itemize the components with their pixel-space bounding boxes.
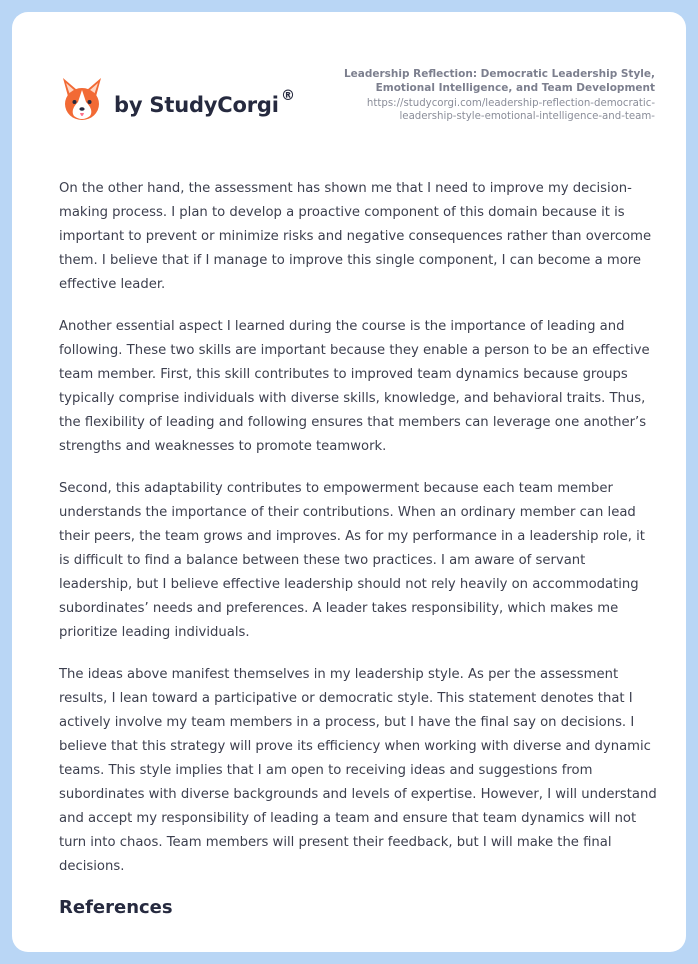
- paragraph: Second, this adaptability contributes to empowerment because each team member understands the importance of their contributions. When an ordinary member can lead their peers, the team grows and improves. As for my performance in a leadership role, it is difficult to find a balance between these two practices. I am aware of servant leadership, but I believe effective leadership should not rely heavily on accommodating subordinates’ needs and preferences. A leader takes responsibility, which makes me prioritize leading individuals.: [59, 481, 645, 640]
- brand-name: by StudyCorgi: [114, 93, 279, 117]
- document-url[interactable]: https://studycorgi.com/leadership-reflection-democratic-leadership-style-emotional-intelligence-and-team-: [366, 98, 655, 122]
- document-page: [12, 12, 686, 952]
- paragraph: The ideas above manifest themselves in my leadership style. As per the assessment results, I lean toward a participative or democratic style. This statement denotes that I actively involve my team members in a process, but I have the final say on decisions. I believe that this strategy will prove its efficiency when working with diverse and dynamic teams. This style implies that I am open to receiving ideas and suggestions from subordinates with diverse backgrounds and levels of expertise. However, I will understand and accept my responsibility of leading a team and ensure that team dynamics will not turn into chaos. Team members will present their feedback, but I will make the final decisions.: [59, 667, 657, 874]
- studycorgi-logo[interactable]: [60, 76, 330, 140]
- references-heading: References: [59, 897, 173, 918]
- document-meta: [325, 67, 655, 123]
- paragraph: Another essential aspect I learned during the course is the importance of leading and following. These two skills are important because they enable a person to be an effective team member. First, this skill contributes to improved team dynamics because groups typically comprise individuals with diverse skills, knowledge, and behavioral traits. Thus, the flexibility of leading and following ensures that members can leverage one another’s strengths and weaknesses to promote teamwork.: [59, 319, 650, 454]
- document-body: [59, 177, 659, 918]
- registered-mark: ®: [281, 88, 295, 104]
- corgi-logo-icon: [60, 76, 104, 124]
- paragraph: On the other hand, the assessment has shown me that I need to improve my decision-making process. I plan to develop a proactive component of this domain because it is important to prevent or minimize risks and negative consequences rather than overcome them. I believe that if I manage to improve this single component, I can become a more effective leader.: [59, 181, 652, 292]
- document-title: Leadership Reflection: Democratic Leadership Style, Emotional Intelligence, and Team Development: [343, 68, 655, 94]
